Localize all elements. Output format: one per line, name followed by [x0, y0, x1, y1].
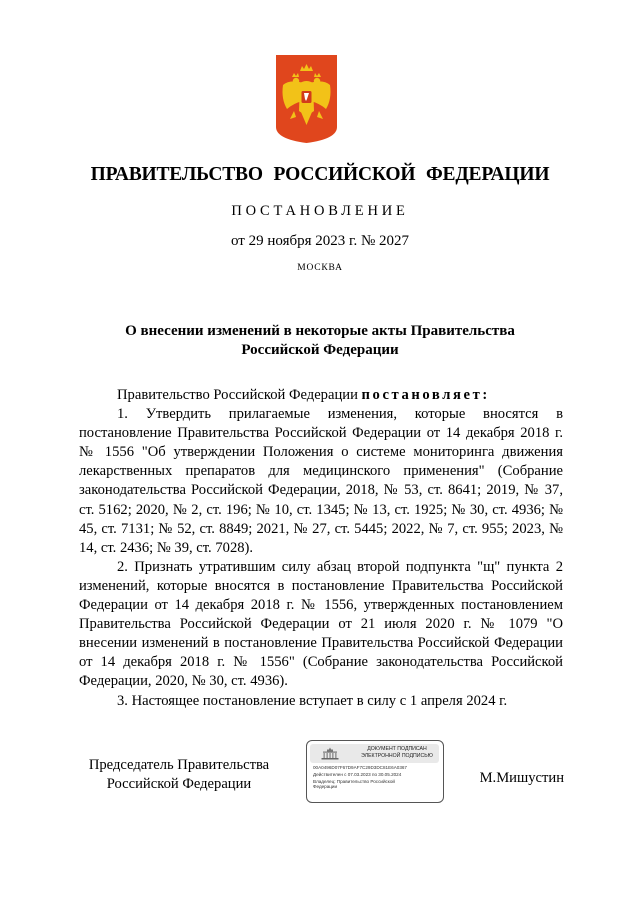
document-type: ПОСТАНОВЛЕНИЕ — [231, 203, 409, 219]
stamp-validity: Действителен с 07.03.2023 по 30.05.2024 — [313, 771, 402, 777]
stamp-title-line-1: ДОКУМЕНТ ПОДПИСАН — [367, 746, 427, 752]
government-building-icon — [320, 747, 340, 760]
electronic-signature-stamp — [306, 740, 444, 803]
stamp-title-line-2: ЭЛЕКТРОННОЙ ПОДПИСЬЮ — [361, 752, 433, 759]
preamble-decree-word: постановляет: — [361, 387, 490, 403]
item-3: 3. Настоящее постановление вступает в силу с 1 апреля 2024 г. — [117, 692, 508, 709]
stamp-title — [356, 746, 438, 759]
subject-line-2: Российской Федерации — [241, 342, 399, 358]
signer-name: М.Мишустин — [479, 770, 564, 786]
item-2: 2. Признать утратившим силу абзац второй подпункта "щ" пункта 2 изменений, которые вносятся в постановление Правительства Российской Федерации от 14 декабря 2018 г. № 1556, утвержденных постановлением Правительства Российской Федерации от 21 июля 2020 г. № 1079 "О внесении изменений в постановление Правительства Российской Федерации от 14 декабря 2018 г. № 1556" (Собрание законодательства Российской Федерации, 2020, № 30, ст. 4936). — [79, 558, 563, 690]
document-city: МОСКВА — [297, 263, 343, 273]
subject-line-1: О внесении изменений в некоторые акты Правительства — [125, 323, 515, 339]
document-body — [79, 386, 563, 711]
stamp-owner-line-1: Владелец: Правительство Российской — [313, 778, 395, 784]
stamp-certificate: 00A0496D07F67D9AF7C29D3DC81E6A0367 — [313, 765, 407, 770]
preamble — [79, 386, 563, 405]
coat-of-arms-icon — [276, 55, 337, 143]
stamp-details — [313, 765, 443, 790]
signer-position-line-2: Российской Федерации — [106, 776, 252, 792]
stamp-header — [310, 744, 439, 763]
signer-position — [79, 756, 279, 794]
government-title: ПРАВИТЕЛЬСТВО РОССИЙСКОЙ ФЕДЕРАЦИИ — [90, 164, 550, 185]
signer-position-line-1: Председатель Правительства — [88, 757, 270, 773]
document-subject — [110, 322, 530, 360]
document-date-number: от 29 ноября 2023 г. № 2027 — [230, 233, 410, 249]
item-1: 1. Утвердить прилагаемые изменения, которые вносятся в постановление Правительства Российской Федерации от 14 декабря 2018 г. № 1556 "Об утверждении Положения о системе мониторинга движения лекарственных препаратов для медицинского применения" (Собрание законодательства Российской Федерации, 2018, № 53, ст. 8641; 2019, № 37, ст. 5162; 2020, № 2, ст. 196; № 10, ст. 1345; № 13, ст. 1925; № 30, ст. 4936; № 45, ст. 7131; № 52, ст. 8849; 2021, № 27, ст. 5445; 2022, № 7, ст. 955; 2023, № 14, ст. 2436; № 39, ст. 7028). — [79, 406, 563, 556]
stamp-owner-line-2: Федерации — [313, 784, 338, 790]
preamble-text: Правительство Российской Федерации — [117, 387, 362, 403]
